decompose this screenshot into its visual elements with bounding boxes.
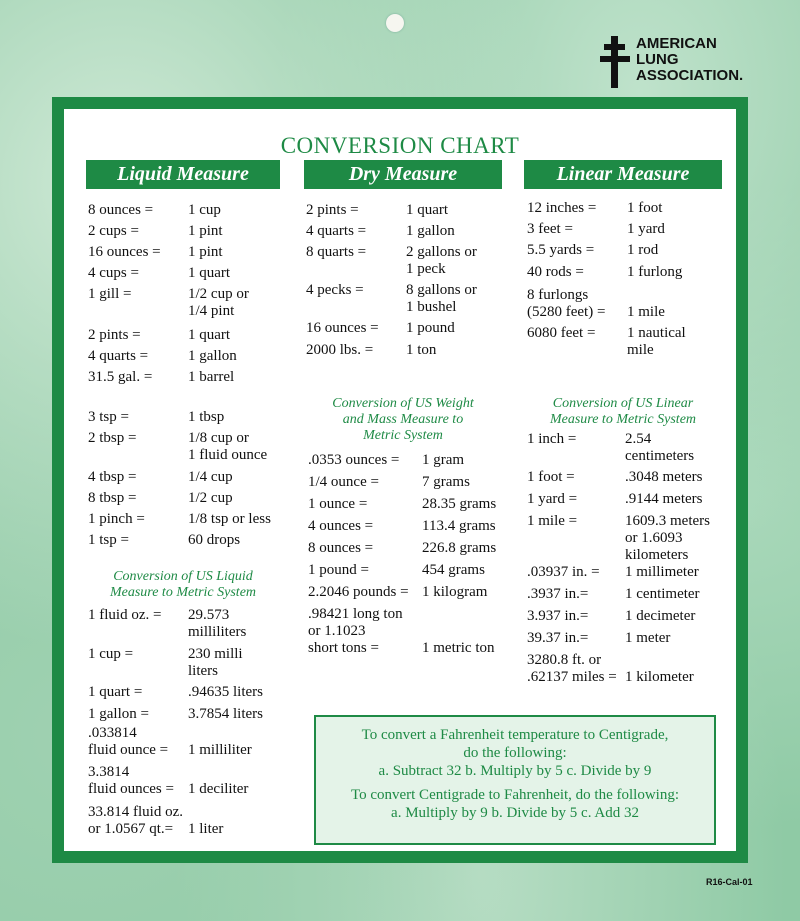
conversion-from: 1 gallon = — [88, 706, 149, 722]
conversion-from: 2.2046 pounds = — [308, 584, 409, 600]
temperature-line-1: To convert a Fahrenheit temperature to Centigrade, — [361, 727, 669, 743]
conversion-to: 1 quart — [188, 265, 231, 281]
conversion-to: 60 drops — [188, 532, 241, 548]
conversion-to: 29.573 milliliters — [188, 607, 247, 640]
conversion-to: 1 ton — [406, 342, 437, 358]
conversion-from: 1 foot = — [527, 469, 575, 485]
conversion-to: 2 gallons or 1 peck — [406, 244, 477, 277]
conversion-to: 1/8 cup or 1 fluid ounce — [188, 430, 268, 463]
conversion-to: 1 metric ton — [422, 640, 495, 656]
conversion-from: 3 feet = — [527, 221, 573, 237]
conversion-to: .94635 liters — [188, 684, 263, 700]
conversion-to: 1 quart — [406, 202, 449, 218]
conversion-to: 1 millimeter — [625, 564, 699, 580]
temperature-conversion-box — [314, 715, 716, 845]
conversion-from: 39.37 in.= — [527, 630, 589, 646]
conversion-to: 1 yard — [627, 221, 665, 237]
conversion-to: 1 gram — [422, 452, 465, 468]
conversion-from: .0353 ounces = — [308, 452, 400, 468]
conversion-to: 1 mile — [627, 304, 665, 320]
conversion-from: 6080 feet = — [527, 325, 596, 341]
conversion-to: 1 barrel — [188, 369, 235, 385]
punch-hole — [386, 14, 404, 32]
temperature-line-3: a. Subtract 32 b. Multiply by 5 c. Divide by 9 — [378, 763, 652, 779]
conversion-to: 1 decimeter — [625, 608, 696, 624]
conversion-to: 1 pint — [188, 223, 223, 239]
linear-measure-heading: Linear Measure — [524, 160, 722, 189]
conversion-to: 1 deciliter — [188, 781, 249, 797]
conversion-from: .98421 long ton or 1.1023 short tons = — [308, 606, 403, 656]
conversion-to: 1 milliliter — [188, 742, 252, 758]
liquid-measure-heading: Liquid Measure — [86, 160, 280, 189]
temperature-line-4: To convert Centigrade to Fahrenheit, do the following: — [350, 787, 680, 803]
conversion-to: 1 rod — [627, 242, 659, 258]
conversion-from: 12 inches = — [527, 200, 597, 216]
conversion-to: 454 grams — [422, 562, 485, 578]
conversion-from: 4 quarts = — [88, 348, 149, 364]
conversion-to: 1 kilometer — [625, 669, 694, 685]
conversion-from: 1 ounce = — [308, 496, 368, 512]
conversion-to: 1 meter — [625, 630, 671, 646]
conversion-from: 3 tsp = — [88, 409, 129, 425]
form-code: R16-Cal-01 — [706, 877, 753, 887]
conversion-from: 1 inch = — [527, 431, 577, 447]
conversion-from: .03937 in. = — [527, 564, 600, 580]
conversion-to: 113.4 grams — [422, 518, 496, 534]
conversion-from: 1/4 ounce = — [308, 474, 379, 490]
conversion-to: 1 pint — [188, 244, 223, 260]
conversion-from: 2 tbsp = — [88, 430, 137, 446]
conversion-from: 1 pinch = — [88, 511, 145, 527]
conversion-to: 1/2 cup or 1/4 pint — [188, 286, 249, 319]
conversion-from: 16 ounces = — [306, 320, 379, 336]
conversion-from: 31.5 gal. = — [88, 369, 153, 385]
conversion-from: 2 pints = — [306, 202, 359, 218]
conversion-from: 3280.8 ft. or .62137 miles = — [527, 652, 617, 685]
conversion-from: 8 ounces = — [308, 540, 374, 556]
logo-line-3: ASSOCIATION. — [636, 67, 744, 84]
chart-panel — [64, 109, 736, 851]
conversion-to: 1/2 cup — [188, 490, 233, 506]
conversion-to: 2.54 centimeters — [625, 431, 695, 464]
conversion-from: 8 quarts = — [306, 244, 367, 260]
conversion-to: 1609.3 meters or 1.6093 kilometers — [625, 513, 710, 563]
conversion-to: 1 furlong — [627, 264, 683, 280]
conversion-from: 4 cups = — [88, 265, 139, 281]
conversion-from: 33.814 fluid oz. or 1.0567 qt.= — [88, 804, 183, 837]
conversion-to: 1/4 cup — [188, 469, 233, 485]
conversion-from: 2000 lbs. = — [306, 342, 374, 358]
conversion-to: .3048 meters — [625, 469, 703, 485]
conversion-from: 8 ounces = — [88, 202, 154, 218]
conversion-from: 40 rods = — [527, 264, 584, 280]
conversion-to: 1 nautical mile — [627, 325, 686, 358]
conversion-to: 1 kilogram — [422, 584, 488, 600]
conversion-from: 1 quart = — [88, 684, 143, 700]
conversion-to: 8 gallons or 1 bushel — [406, 282, 477, 315]
conversion-from: 1 gill = — [88, 286, 132, 302]
conversion-from: 8 tbsp = — [88, 490, 137, 506]
conversion-from: 1 fluid oz. = — [88, 607, 162, 623]
conversion-from: 1 yard = — [527, 491, 578, 507]
temperature-line-5: a. Multiply by 9 b. Divide by 5 c. Add 32 — [391, 805, 639, 821]
conversion-to: 226.8 grams — [422, 540, 497, 556]
conversion-to: 1 liter — [188, 821, 224, 837]
conversion-to: 230 milli liters — [188, 646, 243, 679]
conversion-from: 1 pound = — [308, 562, 369, 578]
conversion-from: 1 mile = — [527, 513, 578, 529]
logo-text — [636, 36, 743, 84]
conversion-to: 1 centimeter — [625, 586, 700, 602]
linear-metric-heading: Conversion of US Linear Measure to Metric System — [549, 396, 697, 427]
conversion-from: 3.937 in.= — [527, 608, 589, 624]
conversion-to: 1 cup — [188, 202, 221, 218]
conversion-from: 5.5 yards = — [527, 242, 595, 258]
conversion-chart-card — [52, 97, 748, 863]
logo-line-2: LUNG — [636, 51, 679, 68]
conversion-to: 3.7854 liters — [188, 706, 263, 722]
conversion-from: 8 furlongs (5280 feet) = — [527, 287, 606, 320]
dry-measure-heading: Dry Measure — [304, 160, 502, 189]
page-title: CONVERSION CHART — [280, 133, 520, 158]
conversion-from: .3937 in.= — [527, 586, 589, 602]
conversion-to: 1 foot — [627, 200, 663, 216]
conversion-to: 1/8 tsp or less — [188, 511, 271, 527]
logo-line-1: AMERICAN — [636, 35, 717, 52]
conversion-from: 16 ounces = — [88, 244, 161, 260]
conversion-from: .033814 fluid ounce = — [88, 725, 169, 758]
conversion-to: 28.35 grams — [422, 496, 497, 512]
conversion-from: 2 cups = — [88, 223, 139, 239]
conversion-to: 1 gallon — [188, 348, 237, 364]
conversion-from: 4 tbsp = — [88, 469, 137, 485]
conversion-from: 4 pecks = — [306, 282, 364, 298]
conversion-from: 1 cup = — [88, 646, 134, 662]
liquid-metric-heading: Conversion of US Liquid Measure to Metric System — [109, 569, 257, 600]
conversion-to: 1 quart — [188, 327, 231, 343]
conversion-to: 1 tbsp — [188, 409, 225, 425]
conversion-from: 3.3814 fluid ounces = — [88, 764, 174, 797]
conversion-from: 1 tsp = — [88, 532, 129, 548]
conversion-from: 2 pints = — [88, 327, 141, 343]
dry-metric-heading: Conversion of US Weight and Mass Measure to Metric System — [332, 396, 474, 443]
conversion-from: 4 quarts = — [306, 223, 367, 239]
conversion-to: .9144 meters — [625, 491, 703, 507]
conversion-to: 1 gallon — [406, 223, 455, 239]
conversion-from: 4 ounces = — [308, 518, 374, 534]
temperature-line-2: do the following: — [463, 745, 567, 761]
conversion-to: 7 grams — [422, 474, 470, 490]
conversion-to: 1 pound — [406, 320, 455, 336]
double-barred-cross-icon — [600, 36, 630, 88]
